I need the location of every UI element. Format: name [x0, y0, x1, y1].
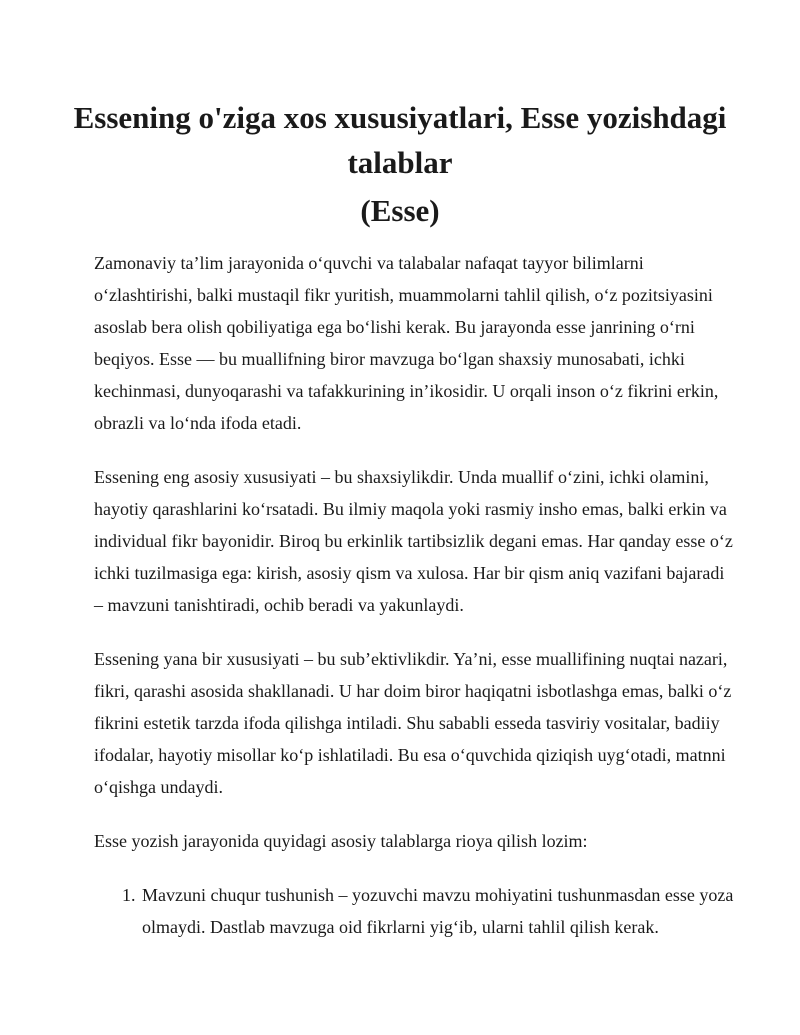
list-item: 1. Mavzuni chuqur tushunish – yozuvchi mavzu mohiyatini tushunmasdan esse yoza olmaydi. Dastlab mavzuga oid fikrlarni yig‘ib, ularni tahlil qilish kerak. [140, 879, 734, 943]
document-title: Essening o'ziga xos xususiyatlari, Esse yozishdagi talablar [73, 100, 727, 180]
document-body [94, 247, 734, 943]
paragraph: Esse yozish jarayonida quyidagi asosiy talablarga rioya qilish lozim: [94, 831, 588, 851]
paragraph: Essening yana bir xususiyati – bu sub’ektivlikdir. Ya’ni, esse muallifining nuqtai nazari, fikri, qarashi asosida shakllanadi. U har doim biror haqiqatni isbotlashga emas, balki o‘z fikrini estetik tarzda ifoda qilishga intiladi. Shu sababli esseda tasviriy vositalar, badiiy ifodalar, hayotiy misollar ko‘p ishlatiladi. Bu esa o‘quvchida qiziqish uyg‘otadi, matnni o‘qishga undaydi. [94, 649, 732, 797]
paragraph: Zamonaviy ta’lim jarayonida o‘quvchi va talabalar nafaqat tayyor bilimlarni o‘zlashtirishi, balki mustaqil fikr yuritish, muammolarni tahlil qilish, o‘z pozitsiyasini asoslab bera olish qobiliyatiga ega bo‘lishi kerak. Bu jarayonda esse janrining o‘rni beqiyos. Esse — bu muallifning biror mavzuga bo‘lgan shaxsiy munosabati, ichki kechinmasi, dunyoqarashi va tafakkurining in’ikosidir. U orqali inson o‘z fikrini erkin, obrazli va lo‘nda ifoda etadi. [94, 253, 719, 433]
requirements-list [94, 879, 734, 943]
paragraph: Essening eng asosiy xususiyati – bu shaxsiylikdir. Unda muallif o‘zini, ichki olamini, hayotiy qarashlarini ko‘rsatadi. Bu ilmiy maqola yoki rasmiy insho emas, balki erkin va individual fikr bayonidir. Biroq bu erkinlik tartibsizlik degani emas. Har qanday esse o‘z ichki tuzilmasiga ega: kirish, asosiy qism va xulosa. Har bir qism aniq vazifani bajaradi – mavzuni tanishtiradi, ochib beradi va yakunlaydi. [94, 467, 733, 615]
document-subtitle: (Esse) [360, 193, 440, 228]
